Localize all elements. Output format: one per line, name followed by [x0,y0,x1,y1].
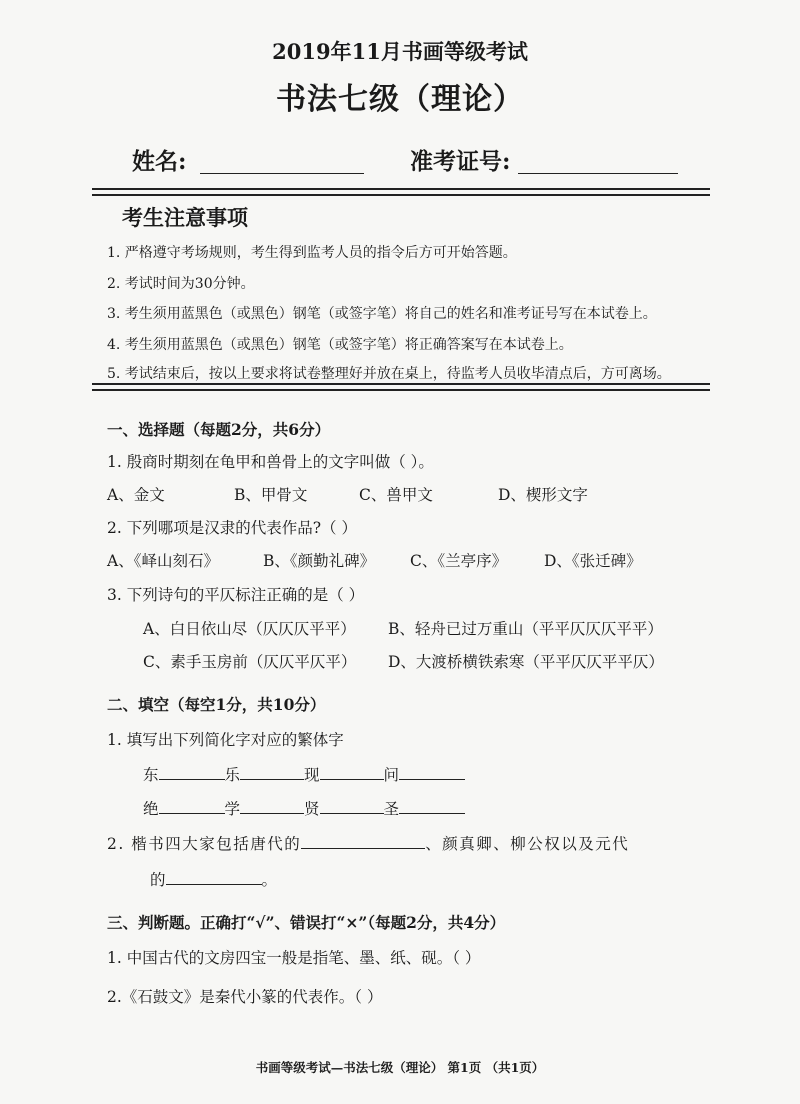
simplified-char: 圣 [383,800,400,818]
notice-item: 2. 考试时间为30分钟。 [107,276,255,292]
question-text: 2.《石鼓文》是秦代小篆的代表作。（ ） [107,988,383,1006]
question-part: 。 [261,871,278,889]
divider [92,188,710,190]
answer-blank[interactable] [159,763,225,780]
answer-blank[interactable] [240,797,304,814]
simplified-char: 乐 [224,766,241,784]
question-text: 1. 填写出下列简化字对应的繁体字 [107,731,344,749]
option: A、《峄山刻石》 [107,552,219,570]
answer-blank[interactable] [399,797,465,814]
simplified-char: 问 [383,766,400,784]
option: C、《兰亭序》 [410,552,508,570]
question-text: 2. 下列哪项是汉隶的代表作品?（ ） [107,519,357,537]
question-text: 1. 中国古代的文房四宝一般是指笔、墨、纸、砚。（ ） [107,949,481,967]
answer-blank[interactable] [399,763,465,780]
simplified-char: 贤 [304,800,320,818]
notice-item: 5. 考试结束后，按以上要求将试卷整理好并放在桌上，待监考人员收毕清点后，方可离场。 [107,366,671,382]
notice-item: 4. 考生须用蓝黑色（或黑色）钢笔（或签字笔）将正确答案写在本试卷上。 [107,337,573,353]
option: C、素手玉房前（仄仄平仄平） [143,653,357,671]
simplified-char: 现 [304,766,320,784]
answer-blank[interactable] [159,797,225,814]
question-part: 2. 楷书四大家包括唐代的 [107,835,302,853]
question-text [107,832,629,854]
answer-blank[interactable] [320,763,384,780]
ticket-label: 准考证号: [410,148,511,175]
question-text [150,868,277,890]
simplified-char: 学 [224,800,241,818]
answer-blank[interactable] [240,763,304,780]
question-part: 、颜真卿、柳公权以及元代 [425,835,630,853]
fill-row [143,763,465,785]
divider [92,383,710,385]
section3-title: 三、判断题。正确打“√”、错误打“×”（每题2分，共4分） [107,913,506,932]
name-label: 姓名: [132,148,187,175]
notice-item: 3. 考生须用蓝黑色（或黑色）钢笔（或签字笔）将自己的姓名和准考证号写在本试卷上。 [107,306,657,322]
simplified-char: 东 [143,766,159,784]
option: A、金文 [107,486,165,504]
option: C、兽甲文 [359,486,433,504]
exam-title: 2019年11月书画等级考试 [272,39,528,64]
option: A、白日依山尽（仄仄仄平平） [143,620,356,638]
option: B、甲骨文 [234,486,308,504]
section2-title: 二、填空（每空1分，共10分） [107,695,326,714]
answer-blank[interactable] [320,797,384,814]
exam-subtitle: 书法七级（理论） [276,82,524,117]
notice-title: 考生注意事项 [122,205,248,230]
question-text: 3. 下列诗句的平仄标注正确的是（ ） [107,586,365,604]
notice-item: 1. 严格遵守考场规则，考生得到监考人员的指令后方可开始答题。 [107,245,517,261]
option: B、《颜勤礼碑》 [263,552,376,570]
fill-row [143,797,465,819]
answer-blank[interactable] [301,832,425,849]
option: B、轻舟已过万重山（平平仄仄仄平平） [388,620,663,638]
simplified-char: 绝 [143,800,159,818]
section1-title: 一、选择题（每题2分，共6分） [107,420,331,439]
option: D、楔形文字 [498,486,588,504]
name-field[interactable] [200,173,364,174]
ticket-field[interactable] [518,173,678,174]
question-part: 的 [150,871,166,889]
answer-blank[interactable] [166,868,262,885]
option: D、大渡桥横铁索寒（平平仄仄平平仄） [388,653,664,671]
question-text: 1. 殷商时期刻在龟甲和兽骨上的文字叫做（ ）。 [107,453,434,471]
divider [92,194,710,196]
page-footer: 书画等级考试—书法七级（理论） 第1页 （共1页） [255,1060,545,1075]
option: D、《张迁碑》 [544,552,642,570]
divider [92,389,710,391]
